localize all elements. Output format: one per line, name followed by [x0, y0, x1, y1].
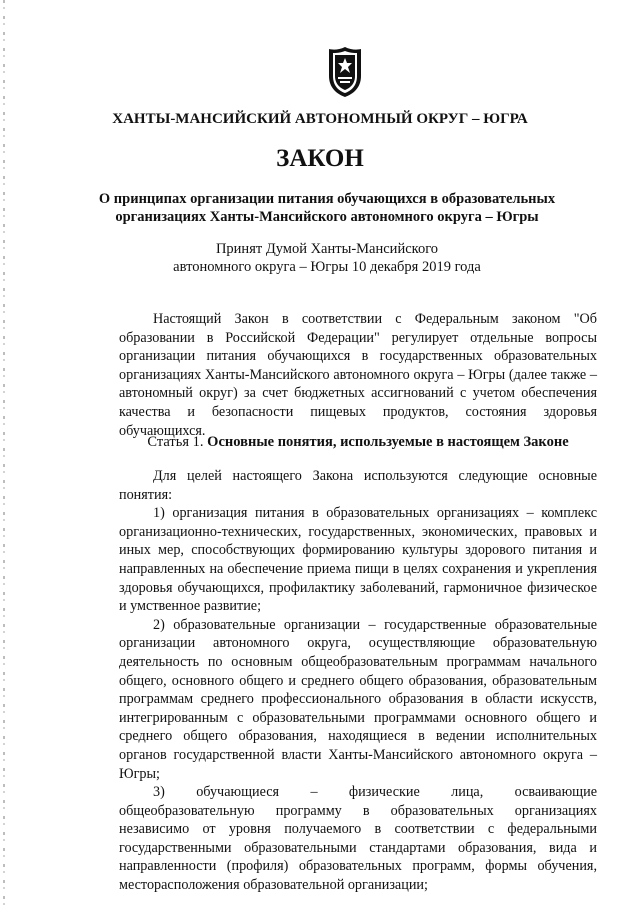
coat-of-arms-icon [327, 46, 363, 98]
scan-edge-mark [3, 0, 5, 905]
definition-item: 2) образовательные организации – государственные образовательные организации автономного округа, осуществляющие образовательную деятельность по основным общеобразовательным программам начального общего, основного общего и среднего общего образования, образовательным программам среднего профессионального образования в области искусств, интегрированным с образовательными программами основного общего и среднего общего образования, находящиеся в ведении исполнительных органов государственной власти Ханты-Мансийского автономного округа – Югры; [119, 616, 597, 782]
article-1-lead: Для целей настоящего Закона используются следующие основные понятия: [119, 468, 597, 503]
law-subject-line: О принципах организации питания обучающихся в образовательных [98, 191, 556, 207]
article-1-heading [119, 433, 597, 451]
adoption-line: автономного округа – Югры 10 декабря 2019 года [173, 259, 481, 275]
adoption-line: Принят Думой Ханты-Мансийского [215, 241, 439, 257]
definition-item: 1) организация питания в образовательных организациях – комплекс организационно-технических, государственных, экономических, правовых и иных мер, способствующих формированию культуры здорового питания и направленных на обеспечение приема пищи в целях сохранения и укрепления здоровья обучающихся, профилактику заболеваний, гармоничное физическое и умственное развитие; [119, 505, 597, 615]
article-1-body [119, 467, 597, 895]
definition-item: 3) обучающиеся – физические лица, осваивающие общеобразовательную программу в образовательных организациях независимо от уровня получаемого в соответствии с федеральными государственными образовательными стандартами образования, вида и направленности (профиля) образовательных программ, формы обучения, месторасположения образовательной организации; [119, 784, 597, 894]
law-subject-title [90, 190, 564, 226]
region-title: ХАНТЫ-МАНСИЙСКИЙ АВТОНОМНЫЙ ОКРУГ – ЮГРА [112, 111, 528, 127]
law-subject-line: организациях Ханты-Мансийского автономного округа – Югры [115, 209, 539, 225]
article-1-prefix: Статья 1. [147, 434, 208, 450]
preamble-paragraph: Настоящий Закон в соответствии с Федеральным законом "Об образовании в Российской Федерации" регулирует отдельные вопросы организации питания обучающихся в государственных образовательных организациях Ханты-Мансийского автономного округа – Югры (далее также – автономный округ) за счет бюджетных ассигнований с учетом обеспечения качества и безопасности пищевых продуктов, состояния здоровья обучающихся. [119, 311, 597, 439]
article-1-title: Основные понятия, используемые в настоящем Законе [207, 434, 569, 450]
preamble [119, 310, 597, 440]
adoption-note [90, 240, 564, 276]
document-type-title: ЗАКОН [276, 145, 364, 172]
